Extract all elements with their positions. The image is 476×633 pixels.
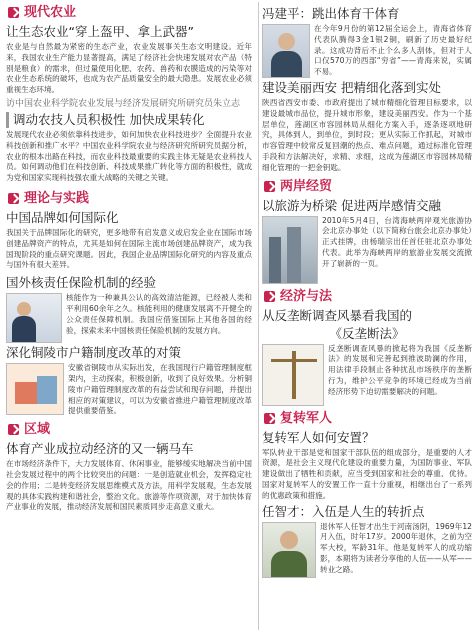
- houses-photo: [6, 363, 64, 415]
- article-title[interactable]: 中国品牌如何国际化: [6, 209, 119, 225]
- left-column: [6, 0, 252, 513]
- article-body: 退休军人任智才出生于河南汤阴，1969年12月入伍，时年17岁。2000年退休，之前为空军大校，军龄31年。他是复转军人的成功缩影，本期将为读者分享他的人伍——从军——转业之路。: [320, 521, 472, 574]
- article-body: 2010年5月4日，台湾海峡两岸观光旅游协会北京办事处（以下简称台旅会北京办事处）正式挂牌，由杨瑞宗出任首任驻北京办事处代表。此举为海峡两岸的旅游业发展交流掀开了崭新的一页。: [322, 215, 472, 268]
- article-row: [262, 344, 472, 406]
- city-photo: [262, 216, 318, 284]
- article-title[interactable]: 从反垄断调查风暴看我国的: [262, 307, 413, 323]
- right-column: [262, 0, 472, 580]
- column-divider: [258, 2, 259, 630]
- section-heading-region: 区域: [24, 421, 252, 438]
- article-row: [262, 216, 472, 284]
- portrait-photo: [262, 24, 310, 78]
- article-title-line2[interactable]: 《反垄断法》: [329, 325, 405, 341]
- article-body: 我国关于品牌国际化的研究，更多地带有启发意义或启发企业在国际市场创建品牌资产的特点，尤其是如何在国际主流市场创建品牌资产，成为我国现阶段的重点研究课题。因此，我国企业品牌国际化研究的内容及重点与国外有很大差异。: [6, 227, 252, 270]
- section-heading-veterans: 复转军人: [280, 410, 472, 427]
- article-body: 发展现代农业必须依靠科技进步，如何加快农业科技进步？全面提升农业科技创新和推广水平？中国农业科学院农业与经济研究所研究员据分析，农业的根本出路在科技，而农业科技最重要的实践主体无疑是农业科技人员。如何调动他们在科技创新、科技成果推广转化等方面的积极性，就成为党和国家实现科技强农重大战略的关键之关键。: [6, 129, 252, 183]
- section-heading-cross-strait-trade: 两岸经贸: [280, 178, 472, 195]
- article-body: 农业是与自然最为紧密的生态产业，农业发展事关生态文明建设。近年来，我国农业生产能力显著提高，满足了经济社会快速发展对农产品（特别是粮食）的需求，但过量使用化肥、农药、兽药和农膜造成的污染等对农业生态系统的破坏，也成为农产品质量安全的最大隐患。发展农业必须重视生态环境。: [6, 42, 252, 95]
- article-title[interactable]: 让生态农业“穿上盔甲、拿上武器”: [6, 24, 194, 39]
- article-title[interactable]: 国外核责任保险机制的经验: [6, 275, 157, 291]
- article-body: 军队转业干部是党和国家干部队伍的组成部分，是重要的人才资源，是社会主义现代化建设的重要力量，为国防事业、军队建设做出了牺牲和贡献，应当受到国家和社会的尊重、优待。国家对复转军人的安置工作一直十分重视，相继出台了一系列的优惠政策和措施。: [262, 447, 472, 500]
- section-heading-economy-law: 经济与法: [280, 288, 472, 305]
- soldier-portrait-photo: [262, 522, 316, 578]
- article-title[interactable]: 复转军人如何安置？: [262, 429, 375, 445]
- article-row: [6, 363, 252, 417]
- article-title[interactable]: 建设美丽西安 把精细化落到实处: [262, 80, 441, 95]
- article-title[interactable]: 深化铜陵市户籍制度改革的对策: [6, 345, 182, 361]
- article-title[interactable]: 任智才：入伍是人生的转折点: [262, 503, 425, 519]
- section-heading-modern-agriculture: 现代农业: [24, 4, 252, 21]
- article-row: [262, 522, 472, 578]
- article-body: 反垄断调查风暴的掀起将为我国《反垄断法》的发展和完善起到推波助澜的作用，用法律手段制止各种扰乱市场秩序的垄断行为，维护公平竞争的环境已经成为当前经济形势下迫切需要解决的问题。: [328, 343, 472, 396]
- article-title[interactable]: 体育产业成拉动经济的又一辆马车: [6, 441, 194, 457]
- scale-of-justice-photo: [262, 344, 324, 406]
- article-body: 陕西省西安市委、市政府提出了城市精细化管理目标要求，以建设最城市品位，提升城市形象，建设美丽西安。作为一个基层单位，莲湖区市容园林局从细化方案入手，逐条逐项地研究，具体到人，到单位，到时段；更从实际工作抓起，对城市市容管理中较常反复回潮的热点、难点问题，通过标准化管理手段和方法解决好，求精、求细，这成为莲湖区市容园林局精细化管理的一把金钥匙。: [262, 98, 472, 172]
- article-body: 核能作为一种兼具公认的高效清洁能源，已经被人类和平利用60余年之久。核能利用的健康发展离不开健全的公众责任保障机制。我国应借鉴国际上其他各国的经验，探索未来中国核责任保险机制的发展方向。: [66, 293, 252, 335]
- article-title[interactable]: 调动农技人员积极性 加快成果转化: [6, 112, 252, 128]
- business-woman-photo: [6, 293, 62, 343]
- article-row: [6, 293, 252, 343]
- article-caption: 访中国农业科学院农业发展与经济发展研究所研究员朱立志: [6, 98, 241, 109]
- article-row: [262, 24, 472, 78]
- article-body: 在市场经济条件下，大力发展体育、休闲事业，能够缓实地解决当前中国社会发展过程中的两个比较突出的问题：一是创造就业机会，发挥稳定社会的作用；二是转变经济发展思维模式及方法，用科学发展观，生态发展观的具体实践构建和谐社会，整治文化。旅游等作项资源，对于加快体育产业事业的发展，推动经济发展和国民素质同步走高意义重大。: [6, 459, 252, 512]
- section-heading-theory-practice: 理论与实践: [24, 190, 252, 207]
- article-body: 安徽省铜陵市从实际出发，在我国现行户籍管理制度框架内，主动探索，积极创新，收到了良好效果。分析铜陵市户籍管理制度改革的有益尝试和现存问题，并提出相应的对策建议，可以为安徽省推进户籍管理制度改革提供重要借鉴。: [68, 363, 252, 416]
- article-body: 在今年9月份的第12届全运会上，青海省体育代表队腾得3金1银2铜，刷新了历史最好纪录。这成功背后不止个么多人刮体，但对于人口仅570万的西部“穷省”——青海来说，实属不易。: [314, 24, 472, 77]
- article-title[interactable]: 以旅游为桥梁 促进两岸感情交融: [262, 197, 441, 213]
- article-title[interactable]: 冯建平：跳出体育干体育: [262, 6, 400, 21]
